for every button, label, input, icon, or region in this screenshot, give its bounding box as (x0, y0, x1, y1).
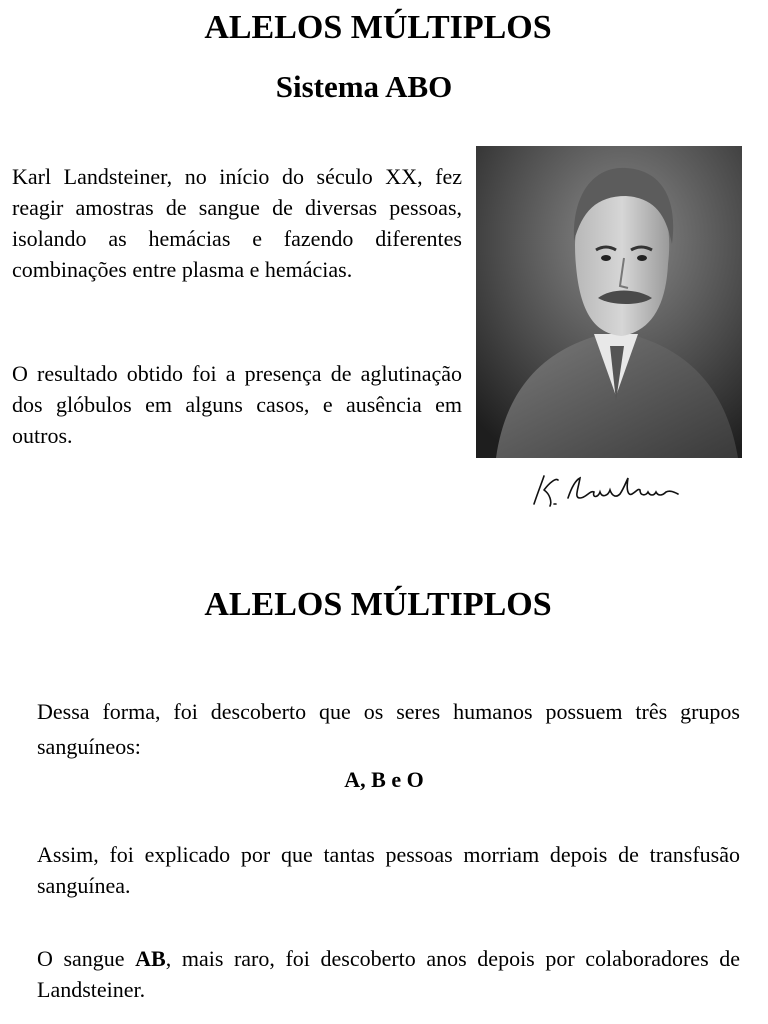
ab-text-after: , mais raro, foi descoberto anos depois por colaboradores de Landsteiner. (37, 946, 740, 1002)
discovery-paragraph: Dessa forma, foi descoberto que os seres humanos possuem três grupos sanguíneos: (37, 699, 740, 759)
transfusion-paragraph: Assim, foi explicado por que tantas pessoas morriam depois de transfusão sanguínea. (37, 842, 740, 898)
ab-text-before: O sangue (37, 946, 136, 971)
page-subtitle: Sistema ABO (275, 69, 453, 104)
signature-icon (528, 468, 684, 514)
portrait-image (476, 146, 742, 458)
result-paragraph: O resultado obtido foi a presença de aglutinação dos glóbulos em alguns casos, e ausência em outros. (12, 361, 462, 448)
ab-paragraph (37, 943, 740, 1005)
portrait-photo-icon (476, 146, 742, 458)
ab-text-bold: AB (135, 946, 166, 971)
section-title: ALELOS MÚLTIPLOS (204, 586, 552, 623)
page-title: ALELOS MÚLTIPLOS (204, 9, 552, 46)
blood-groups: A, B e O (344, 767, 424, 792)
signature (528, 468, 684, 514)
intro-paragraph: Karl Landsteiner, no início do século XX, fez reagir amostras de sangue de diversas pessoas, isolando as hemácias e fazendo diferentes combinações entre plasma e hemácias. (12, 164, 462, 282)
